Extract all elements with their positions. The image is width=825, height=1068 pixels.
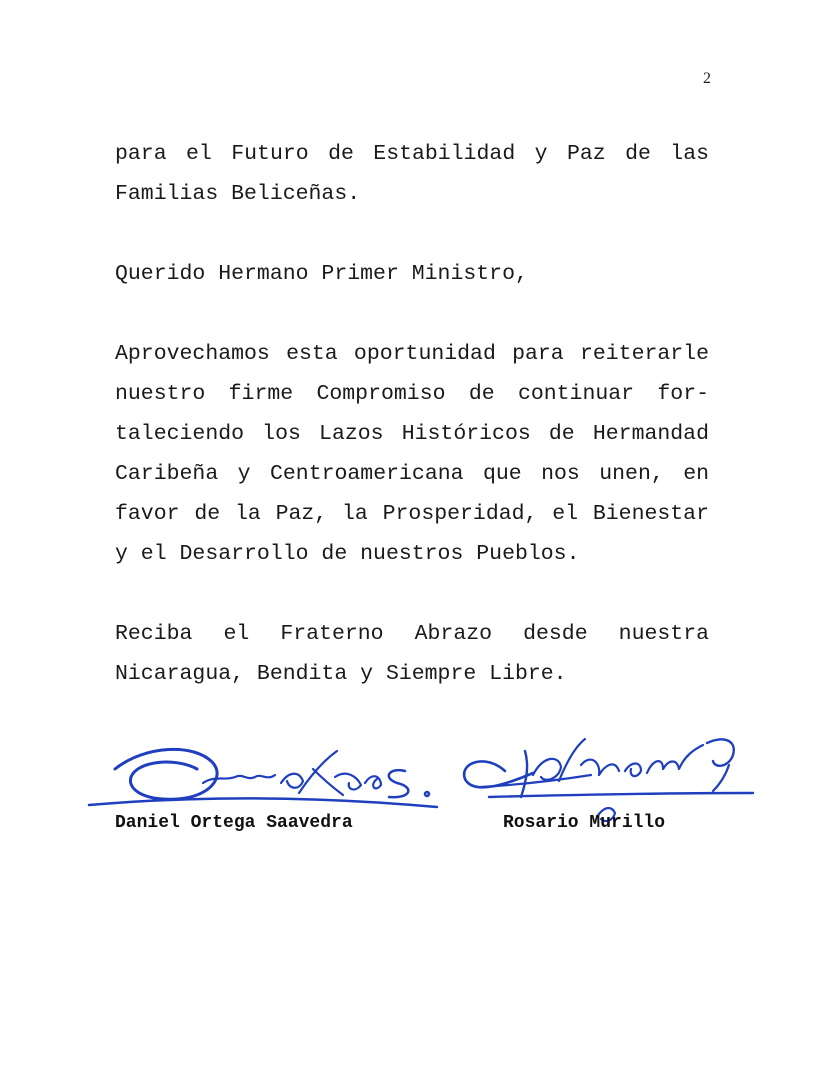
page-number: 2 bbox=[703, 70, 711, 87]
text-line: y el Desarrollo de nuestros Pueblos. bbox=[115, 542, 580, 566]
text-line: Familias Beliceñas. bbox=[115, 182, 361, 206]
text-line: favor de la Paz, la Prosperidad, el Bienestar bbox=[115, 502, 709, 526]
text-line: taleciendo los Lazos Históricos de Hermandad bbox=[115, 422, 709, 446]
paragraph-commitment bbox=[115, 334, 709, 574]
paragraph-farewell bbox=[115, 614, 709, 694]
right-signature-graphic bbox=[464, 739, 753, 821]
text-line: nuestro firme Compromiso de continuar for- bbox=[115, 382, 709, 406]
text-line: Reciba el Fraterno Abrazo desde nuestra bbox=[115, 622, 709, 646]
text-line: Aprovechamos esta oportunidad para reiterarle bbox=[115, 342, 709, 366]
text-line: Caribeña y Centroamericana que nos unen, en bbox=[115, 462, 709, 486]
text-line: Querido Hermano Primer Ministro, bbox=[115, 262, 528, 286]
signer-name-right: Rosario Murillo bbox=[503, 813, 666, 833]
signature-block bbox=[85, 725, 765, 845]
text-line: para el Futuro de Estabilidad y Paz de las bbox=[115, 142, 709, 166]
letter-body bbox=[115, 134, 709, 734]
signer-name-left: Daniel Ortega Saavedra bbox=[115, 813, 353, 833]
paragraph-closing-phrase bbox=[115, 134, 709, 214]
text-line: Nicaragua, Bendita y Siempre Libre. bbox=[115, 662, 567, 686]
paragraph-salutation bbox=[115, 254, 709, 294]
left-signature-graphic bbox=[89, 749, 437, 807]
